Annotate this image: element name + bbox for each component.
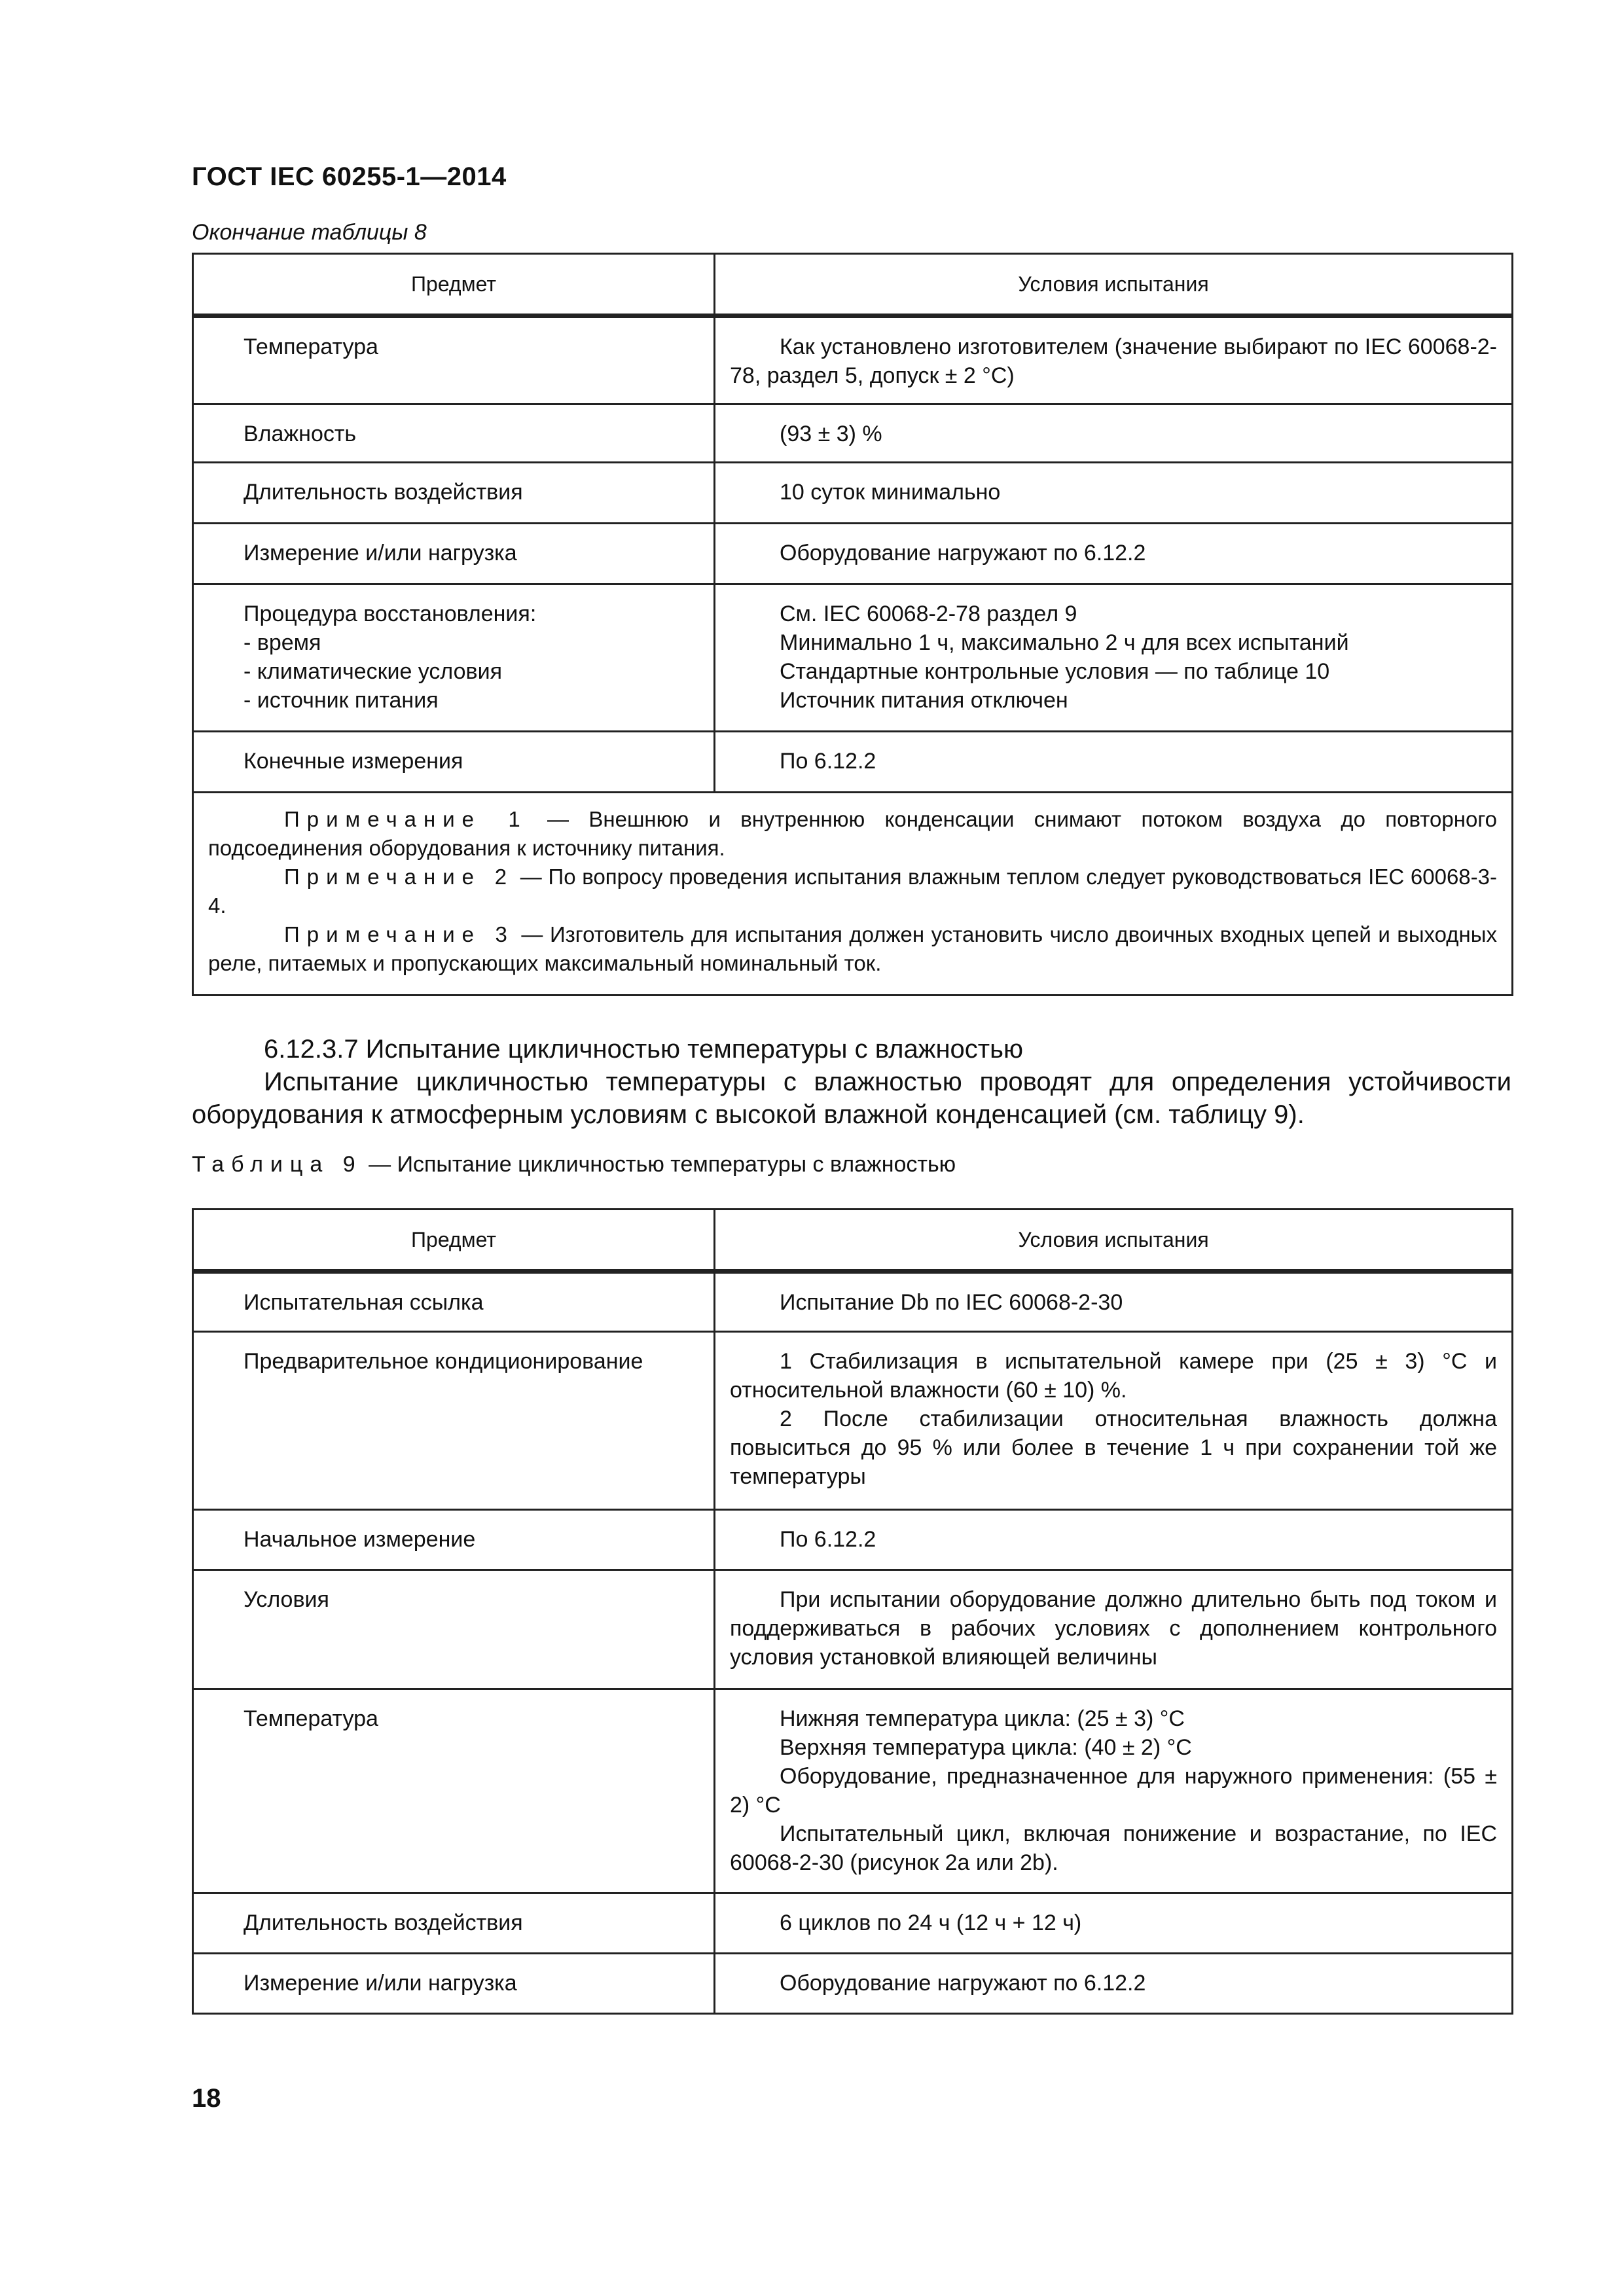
condition-line: Источник питания отключен [780,688,1068,713]
subject-cell: Длительность воздействия [193,1893,715,1954]
note-text: — По вопросу проведения испытания влажным теплом следует руководствоваться IEC 60068-3-4. [208,865,1497,918]
table-row [193,316,1513,404]
subject-cell: Начальное измерение [193,1510,715,1570]
condition-cell [715,1570,1513,1689]
condition-cell [715,524,1513,584]
condition-cell [715,1332,1513,1510]
notes-row [193,793,1513,996]
condition-paragraph: Оборудование, предназначенное для наружного применения: (55 ± 2) °C [730,1764,1497,1818]
note-text: — Внешнюю и внутреннюю конденсации снимают потоком воздуха до повторного подсоединения оборудования к источнику питания. [208,807,1497,860]
section-6-12-3-7 [192,1033,1511,1131]
condition-line: Минимально 1 ч, максимально 2 ч для всех испытаний [780,630,1349,655]
table-row [193,463,1513,524]
condition-cell [715,584,1513,732]
subject-cell: Длительность воздействия [193,463,715,524]
note-3 [208,920,1497,978]
table-9 [192,1208,1513,2015]
table-row [193,1332,1513,1510]
subject-cell: Температура [193,1689,715,1893]
column-header-conditions: Условия испытания [715,254,1513,316]
condition-cell [715,1272,1513,1332]
condition-cell [715,1893,1513,1954]
subject-cell: Испытательная ссылка [193,1272,715,1332]
condition-text: 10 суток минимально [780,480,1001,505]
column-header-conditions: Условия испытания [715,1210,1513,1272]
subject-cell: Температура [193,316,715,404]
subject-line: - климатические условия [244,659,503,684]
section-body: Испытание цикличностью температуры с влажностью проводят для определения устойчивости оборудования к атмосферным условиям с высокой влажной конденсацией (см. таблицу 9). [192,1067,1511,1129]
table8-continuation-caption: Окончание таблицы 8 [192,220,427,245]
subject-cell: Измерение и/или нагрузка [193,1954,715,2014]
condition-text: 6 циклов по 24 ч (12 ч + 12 ч) [780,1910,1082,1935]
column-header-subject: Предмет [193,254,715,316]
subject-cell: Конечные измерения [193,732,715,793]
condition-paragraph: Нижняя температура цикла: (25 ± 3) °C [780,1706,1185,1731]
column-header-subject: Предмет [193,1210,715,1272]
table-row [193,1893,1513,1954]
condition-text: По 6.12.2 [780,749,876,774]
condition-text: Оборудование нагружают по 6.12.2 [780,541,1146,565]
table-row [193,732,1513,793]
table9-caption-text: — Испытание цикличностью температуры с влажностью [362,1152,956,1177]
condition-paragraph: 2 После стабилизации относительная влажность должна повыситься до 95 % или более в течение 1 ч при сохранении той же температуры [730,1407,1497,1489]
subject-line: Процедура восстановления: [244,601,537,626]
subject-cell: Измерение и/или нагрузка [193,524,715,584]
note-2 [208,863,1497,920]
note-text: — Изготовитель для испытания должен установить число двоичных входных цепей и выходных реле, питаемых и пропускающих максимальный номинальный ток. [208,922,1497,975]
condition-paragraph: 1 Стабилизация в испытательной камере при (25 ± 3) °C и относительной влажности (60 ± 10) %. [730,1349,1497,1403]
note-label: Примечание 2 [284,865,514,889]
subject-cell: Условия [193,1570,715,1689]
condition-line: Стандартные контрольные условия — по таблице 10 [780,659,1330,684]
document-code: ГОСТ IEC 60255-1—2014 [192,162,507,191]
notes-cell [193,793,1513,996]
table-row [193,524,1513,584]
subject-cell: Предварительное кондиционирование [193,1332,715,1510]
condition-cell [715,1689,1513,1893]
condition-text: При испытании оборудование должно длительно быть под током и поддерживаться в рабочих условиях с дополнением контрольного условия установкой влияющей величины [730,1587,1497,1670]
condition-text: Испытание Db по IEC 60068-2-30 [780,1290,1123,1315]
condition-cell [715,1954,1513,2014]
condition-paragraph: Испытательный цикл, включая понижение и возрастание, по IEC 60068-2-30 (рисунок 2a или 2b). [730,1821,1497,1875]
subject-cell: Влажность [193,404,715,463]
condition-paragraph: Верхняя температура цикла: (40 ± 2) °C [780,1735,1192,1760]
table-row [193,584,1513,732]
table9-caption [192,1152,956,1177]
subject-line: - источник питания [244,688,439,713]
section-heading: 6.12.3.7 Испытание цикличностью температуры с влажностью [264,1035,1023,1064]
condition-text: По 6.12.2 [780,1527,876,1552]
condition-line: См. IEC 60068-2-78 раздел 9 [780,601,1077,626]
condition-cell [715,732,1513,793]
table-row [193,1272,1513,1332]
condition-text: (93 ± 3) % [780,422,882,446]
subject-line: - время [244,630,321,655]
note-label: Примечание 3 [284,922,514,946]
table-row [193,404,1513,463]
condition-text: Оборудование нагружают по 6.12.2 [780,1971,1146,1996]
condition-text: Как установлено изготовителем (значение выбирают по IEC 60068-2-78, раздел 5, допуск ± 2 °C) [730,334,1497,388]
table-row [193,1510,1513,1570]
table-8 [192,253,1513,996]
table-row [193,1689,1513,1893]
table-header-row [193,1210,1513,1272]
condition-cell [715,404,1513,463]
note-1 [208,805,1497,863]
table-row [193,1954,1513,2014]
table9-caption-label: Таблица 9 [192,1152,363,1177]
note-label: Примечание 1 [284,807,528,831]
condition-cell [715,316,1513,404]
condition-cell [715,463,1513,524]
condition-cell [715,1510,1513,1570]
subject-cell [193,584,715,732]
page-number: 18 [192,2084,221,2113]
table-row [193,1570,1513,1689]
table-header-row [193,254,1513,316]
